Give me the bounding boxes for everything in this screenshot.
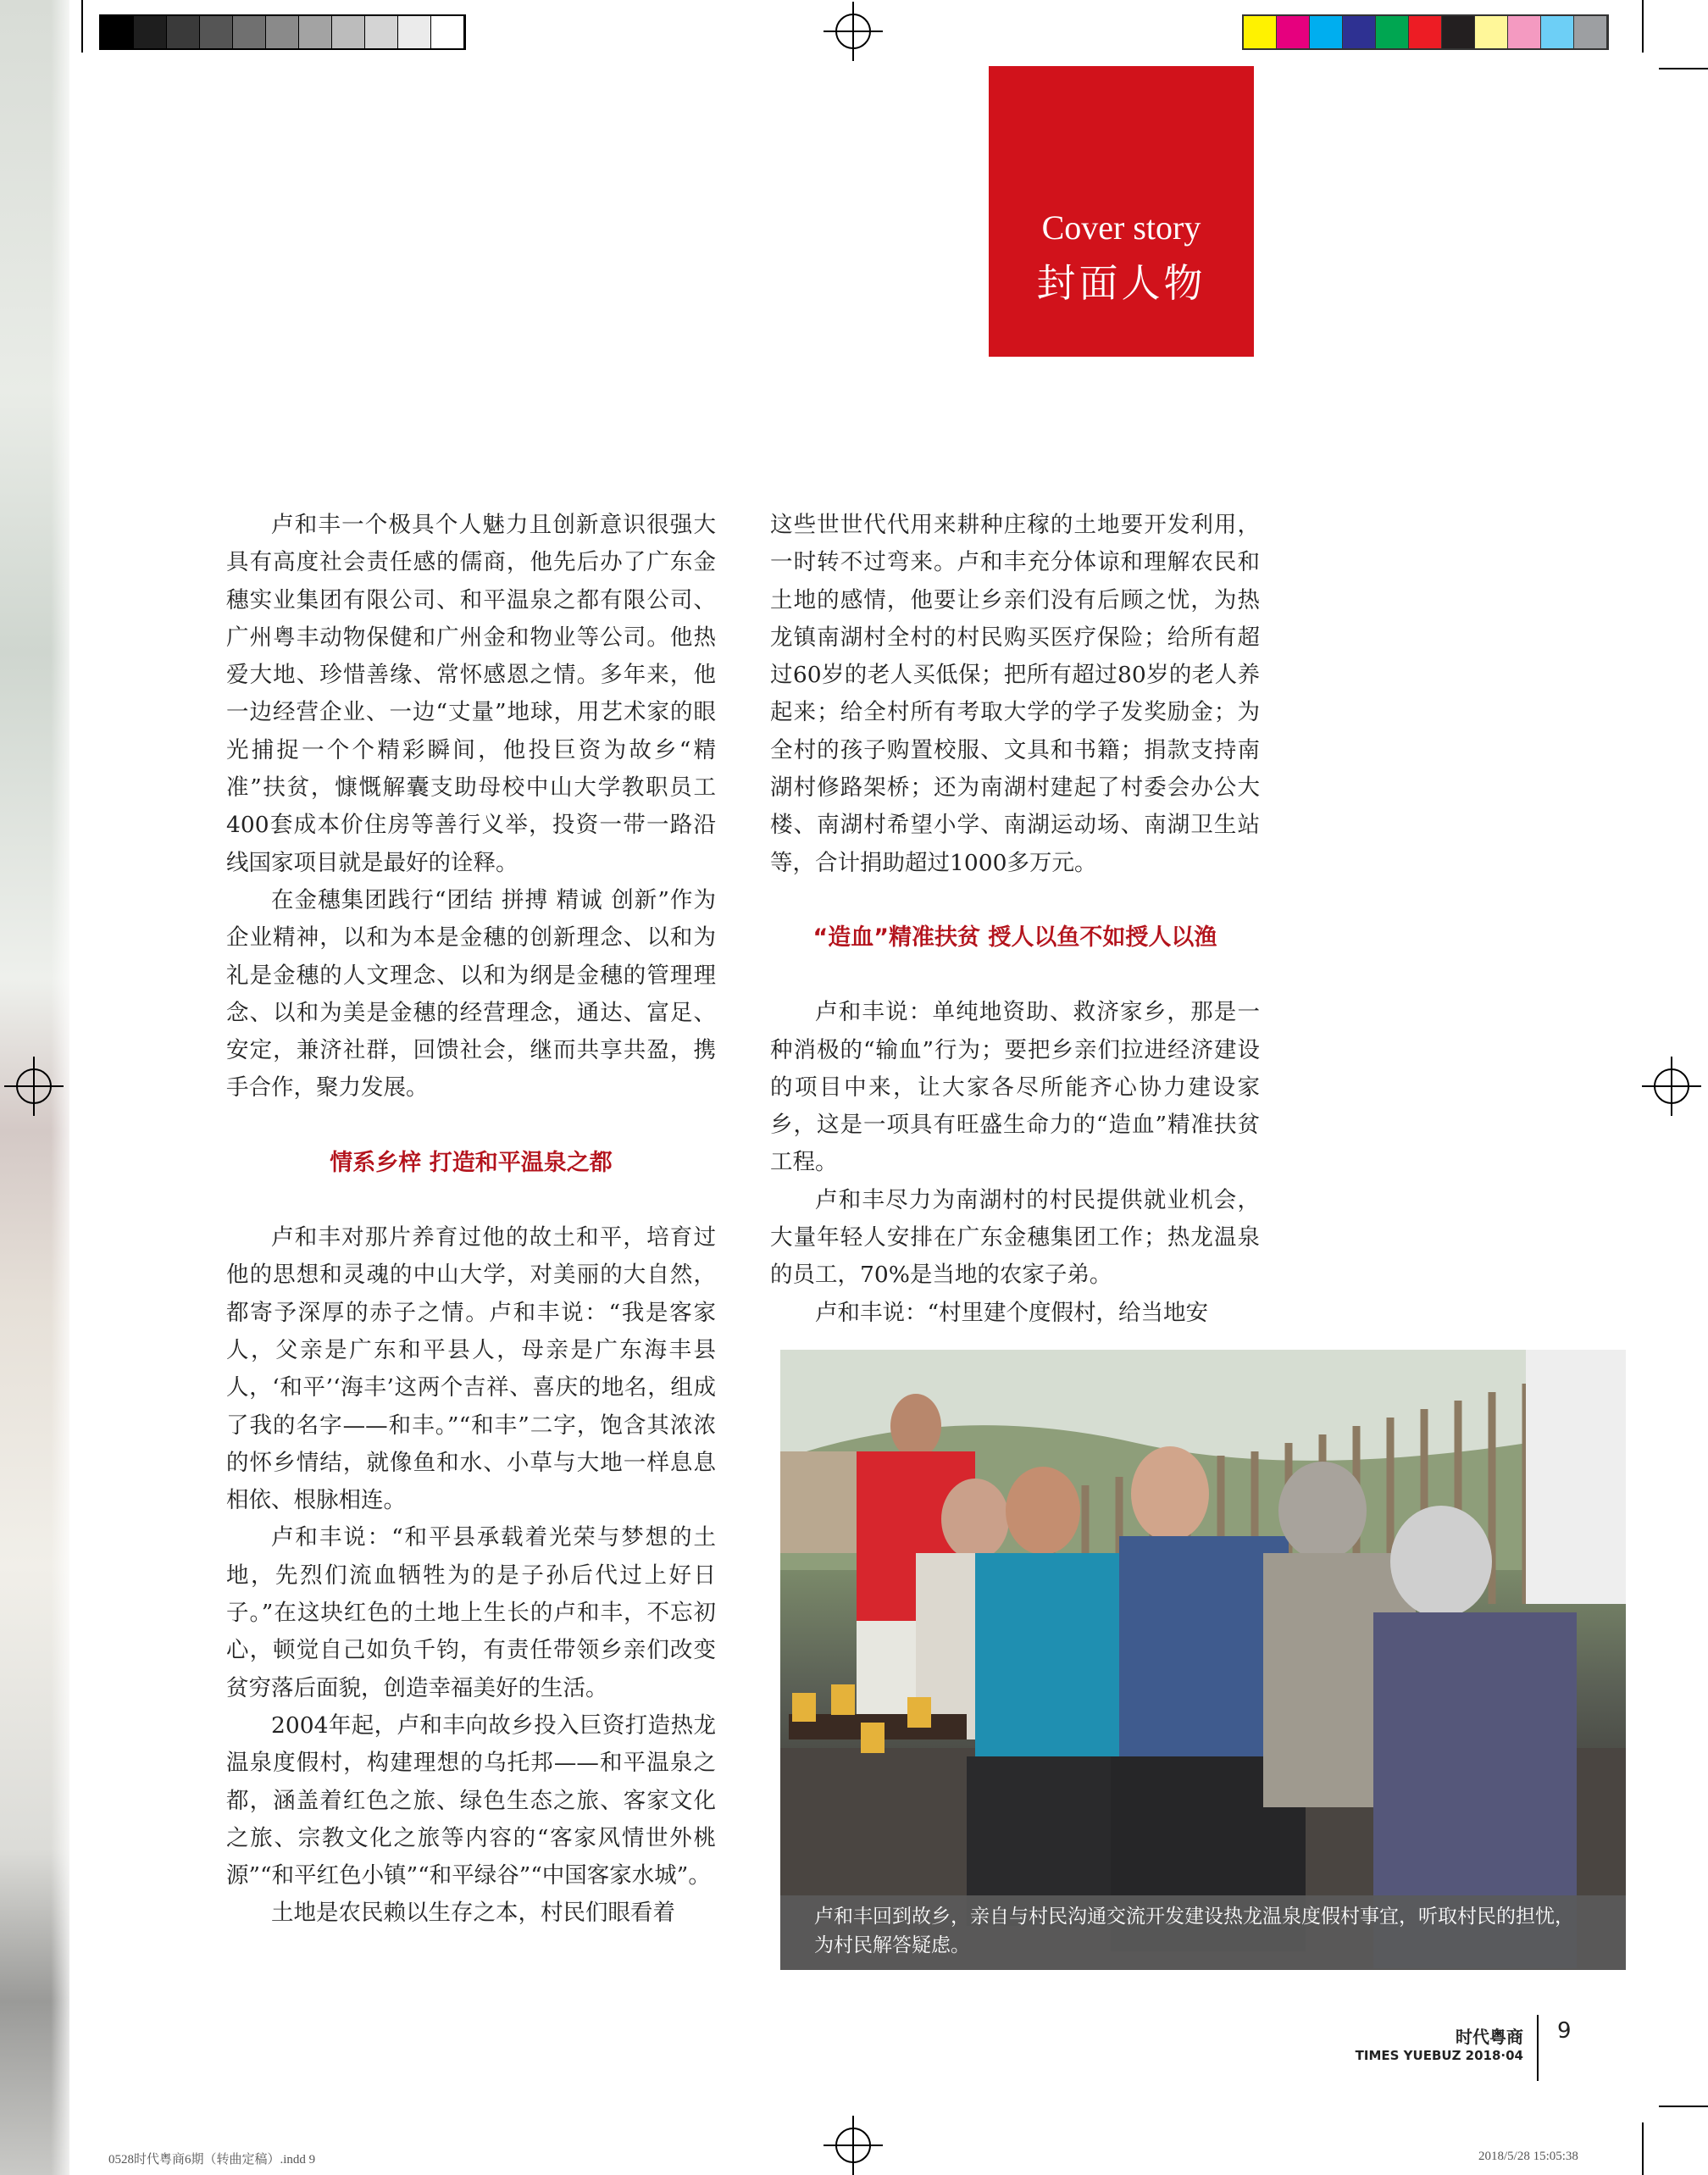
grayscale-swatch [365,16,398,48]
registration-mark-top [824,2,883,61]
magazine-name-en: TIMES YUEBUZ 2018·04 [1355,2048,1523,2063]
color-swatch [1343,16,1376,48]
grayscale-bar [99,14,466,50]
section-title-cn: 封面人物 [1036,260,1206,306]
body-paragraph: 卢和丰尽力为南湖村的村民提供就业机会，大量年轻人安排在广东金穗集团工作；热龙温泉的员工，70%是当地的农家子弟。 [770,1186,1260,1289]
body-paragraph: 在金穗集团践行“团结 拼搏 精诚 创新”作为企业精神，以和为本是金穗的创新理念、以和为礼是金穗的人文理念、以和为纲是金穗的管理理念、以和为美是金穗的经营理念，通达、富足、安定，兼济社群，回馈社会，继而共享共盈，携手合作，聚力发展。 [226,886,716,1101]
section-heading: “造血”精准扶贫 授人以鱼不如授人以渔 [812,924,1217,951]
color-swatch [1376,16,1409,48]
crop-mark-br-h [1659,2106,1708,2107]
grayscale-swatch [167,16,200,48]
color-swatch [1277,16,1310,48]
body-paragraph: 这些世世代代用来耕种庄稼的土地要开发利用，一时转不过弯来。卢和丰充分体谅和理解农民和土地的感情，他要让乡亲们没有后顾之忧，为热龙镇南湖村全村的村民购买医疗保险；给所有超过60岁的老人买低保；把所有超过80岁的老人养起来；给全村所有考取大学的学子发奖励金；为全村的孩子购置校服、文具和书籍；捐款支持南湖村修路架桥；还为南湖村建起了村委会办公大楼、南湖村希望小学、南湖运动场、南湖卫生站等，合计捐助超过1000多万元。 [770,512,1260,876]
grayscale-swatch [266,16,299,48]
crop-mark-br-v [1642,2122,1644,2175]
body-paragraph: 卢和丰说：“和平县承载着光荣与梦想的土地，先烈们流血牺牲为的是子孙后代过上好日子。”在这块红色的土地上生长的卢和丰，不忘初心，顿觉自己如负千钧，有责任带领乡亲们改变贫穷落后面貌，创造幸福美好的生活。 [226,1524,716,1701]
slug-timestamp: 2018/5/28 15:05:38 [1478,2150,1578,2163]
body-paragraph: 卢和丰对那片养育过他的故土和平，培育过他的思想和灵魂的中山大学，对美丽的大自然，都寄予深厚的赤子之情。卢和丰说：“我是客家人，父亲是广东和平县人，母亲是广东海丰县人，‘和平’‘海丰’这两个吉祥、喜庆的地名，组成了我的名字——和丰。”“和丰”二字，饱含其浓浓的怀乡情结，就像鱼和水、小草与大地一样息息相依、根脉相连。 [226,1224,716,1514]
page-number: 9 [1557,2018,1572,2044]
grayscale-swatch [200,16,233,48]
color-swatch [1409,16,1442,48]
grayscale-swatch [101,16,134,48]
section-banner [989,66,1254,357]
footer-brand [1347,2023,1523,2063]
photo-caption: 卢和丰回到故乡，亲自与村民沟通交流开发建设热龙温泉度假村事宜，听取村民的担忧，为村民解答疑虑。 [780,1895,1626,1970]
grayscale-swatch [233,16,266,48]
body-paragraph: 卢和丰说：“村里建个度假村，给当地安 [815,1299,1209,1326]
crop-mark-tl-v [81,0,83,53]
grayscale-swatch [134,16,167,48]
color-swatch [1508,16,1541,48]
magazine-name-cn: 时代粤商 [1456,2027,1523,2047]
article-photo [780,1350,1626,1970]
slug-file: 0528时代粤商6期（转曲定稿）.indd 9 [108,2153,316,2167]
footer-divider [1537,2015,1539,2081]
body-paragraph: 土地是农民赖以生存之本，村民们眼看着 [271,1900,675,1927]
grayscale-swatch [332,16,365,48]
article-column-left [226,507,716,1933]
crop-mark-tr-v [1642,0,1644,53]
color-swatch [1442,16,1475,48]
crop-mark-tr-h [1659,68,1708,69]
color-bar [1242,14,1609,50]
photo-scene-illustration [780,1350,1626,1970]
registration-mark-right [1642,1057,1701,1116]
grayscale-swatch [431,16,464,48]
article-column-right [770,507,1260,1332]
registration-mark-bottom [824,2116,883,2175]
section-title-en: Cover story [1041,208,1201,247]
grayscale-swatch [299,16,332,48]
registration-mark-left [4,1057,64,1116]
body-paragraph: 2004年起，卢和丰向故乡投入巨资打造热龙温泉度假村，构建理想的乌托邦——和平温泉之都，涵盖着红色之旅、绿色生态之旅、客家文化之旅、宗教文化之旅等内容的“客家风情世外桃源”“和平红色小镇”“和平绿谷”“中国客家水城”。 [226,1712,716,1889]
color-swatch [1541,16,1574,48]
body-paragraph: 卢和丰说：单纯地资助、救济家乡，那是一种消极的“输血”行为；要把乡亲们拉进经济建设的项目中来，让大家各尽所能齐心协力建设家乡，这是一项具有旺盛生命力的“造血”精准扶贫工程。 [770,999,1260,1176]
color-swatch [1244,16,1277,48]
grayscale-swatch [398,16,431,48]
body-paragraph: 卢和丰一个极具个人魅力且创新意识很强大具有高度社会责任感的儒商，他先后办了广东金穗实业集团有限公司、和平温泉之都有限公司、广州粤丰动物保健和广州金和物业等公司。他热爱大地、珍惜善缘、常怀感恩之情。多年来，他一边经营企业、一边“丈量”地球，用艺术家的眼光捕捉一个个精彩瞬间，他投巨资为故乡“精准”扶贫，慷慨解囊支助母校中山大学教职员工400套成本价住房等善行义举，投资一带一路沿线国家项目就是最好的诠释。 [226,512,716,876]
section-heading: 情系乡梓 打造和平温泉之都 [330,1149,613,1176]
color-swatch [1574,16,1607,48]
color-swatch [1310,16,1343,48]
color-swatch [1475,16,1508,48]
